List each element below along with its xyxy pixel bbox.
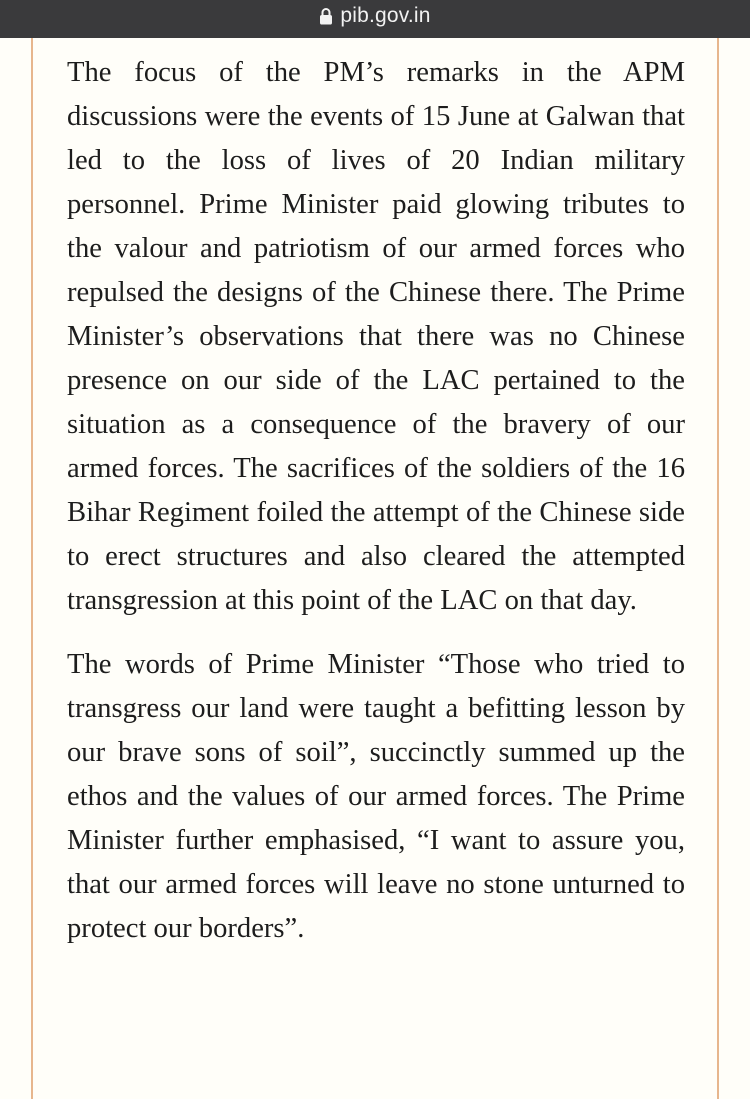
page-body xyxy=(0,38,750,1099)
left-border-rule xyxy=(31,38,33,1099)
right-border-rule xyxy=(717,38,719,1099)
article-content xyxy=(67,51,685,951)
article-paragraph-2: The words of Prime Minister “Those who tried to transgress our land were taught a befitting lesson by our brave sons of soil”, succinctly summed up the ethos and the values of our armed forces. The Prime Minister further emphasised, “I want to assure you, that our armed forces will leave no stone unturned to protect our borders”. xyxy=(67,649,685,944)
url-text[interactable]: pib.gov.in xyxy=(340,4,431,27)
article-paragraph-1: The focus of the PM’s remarks in the APM discussions were the events of 15 June at Galwan that led to the loss of lives of 20 Indian military personnel. Prime Minister paid glowing tributes to the valour and patriotism of our armed forces who repulsed the designs of the Chinese there. The Prime Minister’s observations that there was no Chinese presence on our side of the LAC pertained to the situation as a consequence of the bravery of our armed forces. The sacrifices of the soldiers of the 16 Bihar Regiment foiled the attempt of the Chinese side to erect structures and also cleared the attempted transgression at this point of the LAC on that day. xyxy=(67,57,685,616)
browser-address-bar[interactable] xyxy=(0,0,750,38)
address-bar-content[interactable] xyxy=(319,4,430,28)
lock-icon xyxy=(319,7,333,25)
